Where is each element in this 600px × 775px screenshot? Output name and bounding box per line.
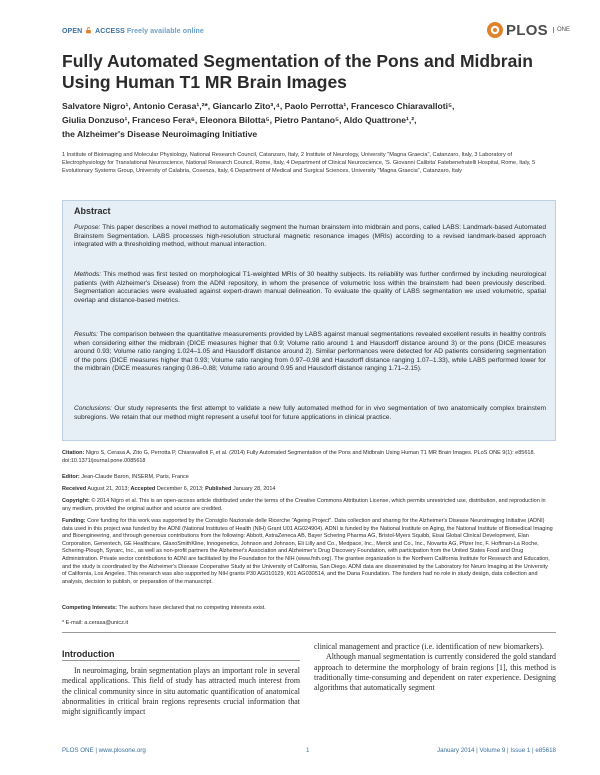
- intro-right-column: [314, 642, 556, 693]
- access-label: ACCESS: [95, 28, 125, 35]
- author-list: [62, 99, 562, 141]
- abstract-results: [74, 331, 546, 374]
- open-label: OPEN: [62, 28, 83, 35]
- author-line-2: Giulia Donzuso¹, Franceso Fera⁶, Eleonora Bilotta⁵, Pietro Pantano⁵, Aldo Quattrone¹,²,: [62, 115, 417, 125]
- dates: [62, 486, 554, 494]
- competing-label: Competing Interests:: [62, 605, 118, 611]
- article-title: Fully Automated Segmentation of the Pons and Midbrain Using Human T1 MR Brain Images: [62, 51, 533, 92]
- copyright: [62, 498, 554, 513]
- copyright-label: Copyright:: [62, 498, 90, 504]
- published-label: Published: [205, 486, 232, 492]
- citation: [62, 450, 554, 465]
- conclusions-text: Our study represents the first attempt to validate a new fully automated method for in vivo segmentation of two anatomically complex brainstem subregions. We retain that our method might represent a useful tool for future applications in clinical practice.: [74, 405, 546, 421]
- introduction-rule: [62, 660, 300, 661]
- footer-issue: January 2014 | Volume 9 | Issue 1 | e85618: [436, 747, 556, 754]
- logo-plos-text: PLOS: [505, 21, 548, 39]
- conclusions-label: Conclusions:: [74, 405, 112, 412]
- author-line-3: the Alzheimer's Disease Neuroimaging Initiative: [62, 129, 258, 139]
- abstract-methods: [74, 271, 546, 305]
- open-access-banner: [62, 27, 204, 35]
- abstract-heading: Abstract: [74, 206, 111, 216]
- purpose-label: Purpose:: [74, 224, 101, 231]
- funding: [62, 518, 554, 586]
- abstract-purpose: [74, 224, 546, 250]
- methods-label: Methods:: [74, 271, 102, 278]
- freely-available-label: Freely available online: [126, 28, 204, 35]
- intro-paragraph-1: In neuroimaging, brain segmentation plays an important role in several medical applications. This field of study has attracted much interest from the clinical community since in situ automatic quantification of anatomical abnormalities in critical brain regions represents crucial information that might significantly impact: [62, 666, 300, 717]
- intro-paragraph-continued: clinical management and practice (i.e. identification of new biomarkers).: [314, 642, 544, 651]
- published-date: January 28, 2014: [232, 486, 276, 492]
- purpose-text: This paper describes a novel method to automatically segment the human brainstem into midbrain and pons, called LABS: Landmark-based Automated Brainstem Segmentation. LABS processes high-resolution structural magnetic resonance images (MRIs) according to a revised landmark-based approach integrated with a thresholding method, without manual interaction.: [74, 224, 546, 249]
- plos-logo-icon: [486, 21, 504, 39]
- results-label: Results:: [74, 331, 98, 338]
- received-date: August 21, 2013;: [87, 486, 129, 492]
- introduction-heading: Introduction: [62, 649, 115, 659]
- editor: [62, 474, 554, 482]
- affiliations: 1 Institute of Bioimaging and Molecular Physiology, National Research Council, Catanzaro, Italy, 2 Institute of Neurology, University "Magna Graecia", Catanzaro, Italy, 3 Laboratory of Electrophysiology for Translational Neuroscience, National Research Council, Rome, Italy, 4 Department of Clinical Neuroscience, 'S. Giovanni Calibita' Fatebenefratelli Hospital, Rome, Italy, 5 Evolutionary Systems Group, University of Calabria, Cosenza, Italy, 6 Department of Medical and Surgical Sciences, University "Magna Graecia", Catanzaro, Italy: [62, 152, 536, 175]
- footer-page-number: 1: [306, 747, 310, 754]
- accepted-label: Accepted: [130, 486, 156, 492]
- results-text: The comparison between the quantitative measurements provided by LABS against manual segmentations revealed excellent results in healthy controls when considering either the midbrain (DICE measures higher that 0.9; Volume ratio around 1 and Hausdorff distance around 3) or the pons (DICE measures around 0.93; Volume ratio ranging 1.024–1.05 and Hausdorff distance around 2). Similar performances were detected for AD patients considering segmentation of the pons (DICE measures higher that 0.93; Volume ratio ranging from 0.97–0.98 and Hausdorff distance ranging 1.07–1.33), while LABS performed lower for the midbrain (DICE measures ranging 0.86–0.88; Volume ratio around 0.95 and Hausdorff distance ranging 1.71–2.15).: [74, 331, 546, 373]
- accepted-date: December 6, 2013;: [156, 486, 204, 492]
- methods-text: This method was first tested on morphological T1-weighted MRIs of 30 healthy subjects. Its reliability was further confirmed by including neurological patients (with Alzheimer's Disease) from the ADNI repository, in whom the presence of volumetric loss within the brainstem had been previously described. Segmentation accuracies were evaluated against expert-drawn manual delineation. To evaluate the quality of LABS segmentation we used volumetric, spatial overlap and distance-based metrics.: [74, 271, 546, 304]
- editor-text: Jean-Claude Baron, INSERM, Paris, France: [81, 474, 189, 480]
- abstract-conclusions: [74, 405, 546, 422]
- editor-label: Editor:: [62, 474, 80, 480]
- citation-label: Citation:: [62, 450, 85, 456]
- citation-text: Nigro S, Cerasa A, Zito G, Perrotta P, Chiaravalloti F, et al. (2014) Fully Automated Segmentation of the Pons and Midbrain Using Human T1 MR Brain Images. PLoS ONE 9(1): e85618. doi:10.1371/journal.pone.0085618: [62, 450, 536, 464]
- copyright-text: © 2014 Nigro et al. This is an open-access article distributed under the terms of the Creative Commons Attribution License, which permits unrestricted use, distribution, and reproduction in any medium, provided the original author and source are credited.: [62, 498, 546, 512]
- competing-text: The authors have declared that no competing interests exist.: [118, 605, 266, 611]
- correspondence-email[interactable]: * E-mail: a.cerasa@unicz.it: [62, 620, 129, 626]
- funding-text: Core funding for this work was supported by the Consiglio Nazionale delle Ricerche "Ageing Project". Data collection and sharing for the Alzheimer's Disease Neuroimaging Initiative (ADNI) data used in this project was funded by the ADNI (National Institutes of Health (NIH) Grant U01 AG024904). ADNI is funded by the National Institute on Aging, the National Institute of Biomedical Imaging and Bioengineering, and through generous contributions from the following: Abbott, AstraZeneca AB, Bayer Schering Pharma AG, Bristol-Myers Squibb, Eisai Global Clinical Development, Elan Corporation, Genentech, GE Healthcare, GlaxoSmithKline, Innogenetics, Johnson and Johnson, Eli Lilly and Co., Medpace, Inc., Merck and Co., Inc., Novartis AG, Pfizer Inc, F. Hoffman-La Roche, Schering-Plough, Synarc, Inc., as well as non-profit partners the Alzheimer's Association and Alzheimer's Drug Discovery Foundation, with participation from the United States Food and Drug Administration. Private sector contributions to ADNI are facilitated by the Foundation for the NIH (www.fnih.org). The grantee organization is the Northern California Institute for Research and Education, and the study is coordinated by the Alzheimer's Disease Cooperative Study at the University of California, San Diego. ADNI data are disseminated by the Laboratory for Neuro Imaging at the University of California, Los Angeles. This research was also supported by NIH grants P30 AG010129, K01 AG030514, and the Dana Foundation. The funders had no role in study design, data collection and analysis, decision to publish, or preparation of the manuscript.: [62, 518, 553, 585]
- competing-interests: [62, 605, 554, 613]
- author-line-1: Salvatore Nigro¹, Antonio Cerasa¹,²*, Giancarlo Zito³,⁴, Paolo Perrotta¹, Francesco Chiaravalloti⁵,: [62, 101, 455, 111]
- plos-one-logo: [486, 21, 570, 39]
- funding-label: Funding:: [62, 518, 86, 524]
- logo-one-text: ONE: [553, 27, 570, 33]
- open-access-lock-icon: [85, 27, 92, 34]
- intro-left-column: [62, 666, 300, 717]
- intro-paragraph-2: Although manual segmentation is currently considered the gold standard approach to determine the morphology of brain regions [1], this method is traditionally time-consuming and dependent on rater experience. Designing algorithms that automatically segment: [314, 652, 556, 693]
- received-label: Received: [62, 486, 87, 492]
- footer-journal: PLOS ONE | www.plosone.org: [62, 747, 146, 754]
- divider: [62, 632, 556, 633]
